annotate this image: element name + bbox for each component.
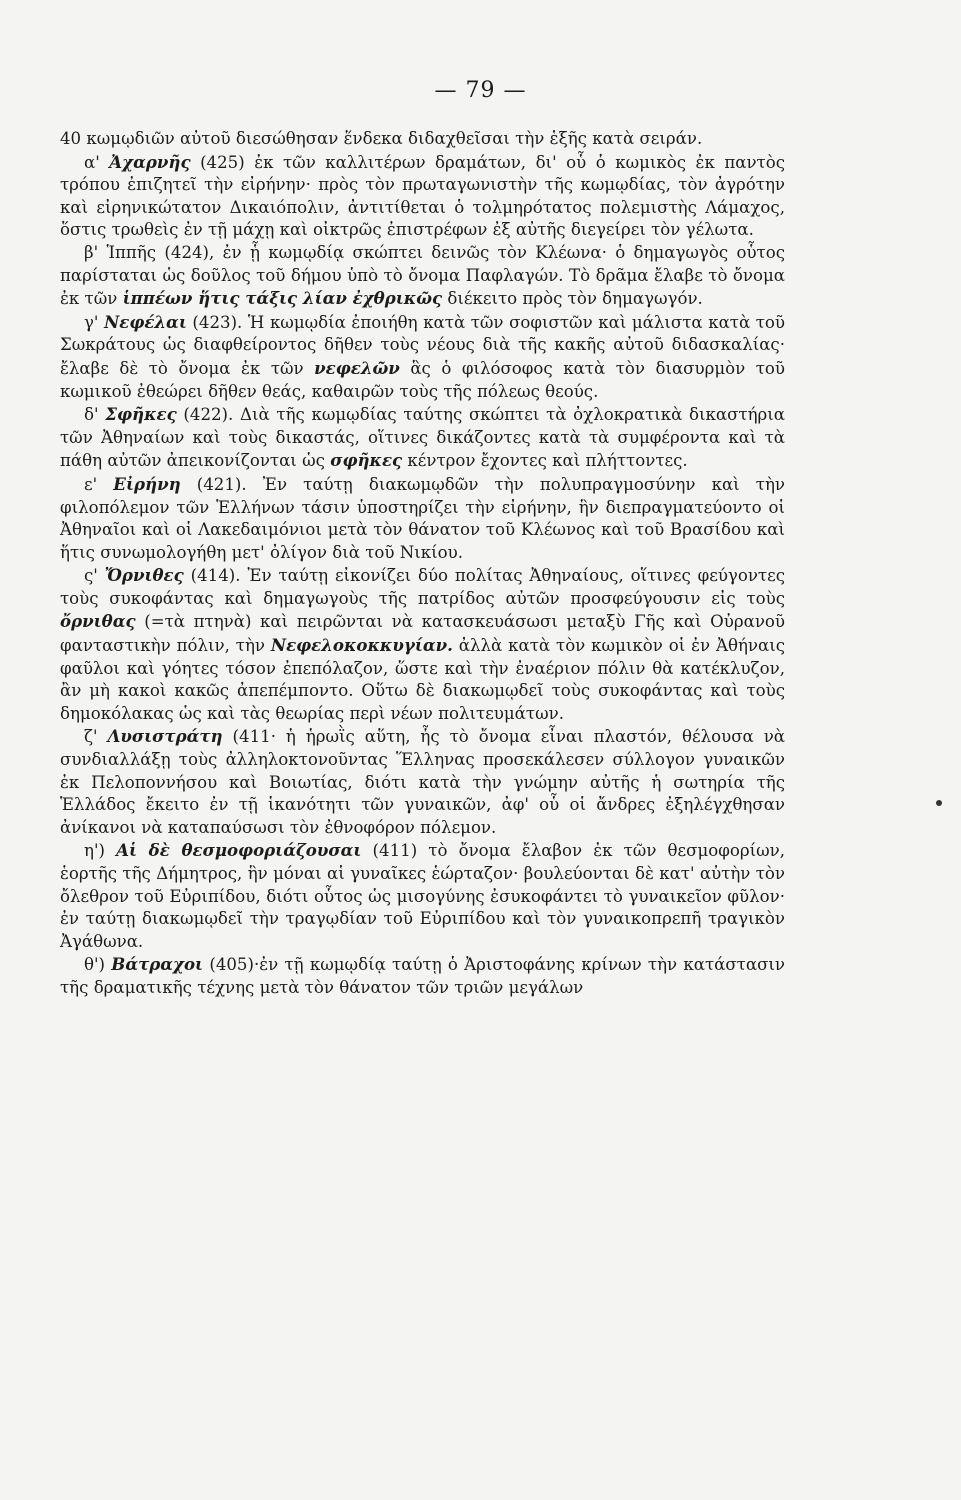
entry-text: (425) ἐκ τῶν καλλιτέρων δραμάτων, δι' οὗ ὁ κωμικὸς ἐκ παντὸς τρόπου ἐπιζητεῖ τὴν εἰρήνην· πρὸς τὸν πρωταγωνιστὴν τῆς κωμῳδίας, τὸν ἀγρότην καὶ εἰρηνικώτατον Δικαιόπολιν, ἀντιτίθεται ὁ τολμηρότατος πολεμιστὴς Λάμαχος, ὅστις τρωθεὶς ἐν τῇ μάχῃ καὶ οἰκτρῶς ἐπιστρέφων ἐξ αὐτῆς διεγείρει τὸν γέλωτα. (60, 152, 785, 240)
play-title: Λυσιστράτη (107, 726, 223, 747)
emphasis-text: Νεφελοκοκκυγίαν. (270, 635, 453, 656)
entry-text: κέντρον ἔχοντες καὶ πλήττοντες. (402, 451, 688, 471)
entry-numeral: θ') (84, 955, 106, 975)
entry-numeral: η') (84, 841, 105, 861)
play-title: Ἀχαρνῆς (109, 151, 191, 172)
play-title: Εἰρήνη (113, 473, 181, 494)
entry-numeral: γ' (84, 312, 99, 332)
entry-numeral: ς' (84, 566, 98, 586)
entry-lysistrata (60, 725, 785, 839)
entry-wasps (60, 403, 785, 473)
page-number: — 79 — (434, 78, 527, 103)
entry-acharnians (60, 151, 785, 242)
entry-text: (405)·ἐν τῇ κωμῳδίᾳ ταύτῃ ὁ Ἀριστοφάνης κρίνων τὴν κατάστασιν τῆς δραματικῆς τέχνης μετὰ τὸν θάνατον τῶν τριῶν μεγάλων (60, 955, 785, 997)
play-title: Ἱππῆς (106, 242, 157, 262)
emphasis-text: ὄρνιθας (60, 611, 136, 632)
entry-text: (414). Ἐν ταύτῃ εἰκονίζει δύο πολίτας Ἀθηναίους, οἵτινες φεύγοντες τοὺς συκοφάντας καὶ δημαγωγοὺς τῆς πατρίδος αὐτῶν προσφεύγουσιν εἰς τοὺς (60, 566, 785, 608)
entry-text: ἀλλὰ κατὰ τὸν κωμικὸν οἱ ἐν Ἀθήναις φαῦλοι καὶ γόητες τόσον ἐπεπόλαζον, ὥστε καὶ τὴν ἐναέριον πόλιν θὰ κατέκλυζον, ἂν μὴ κακοὶ κακῶς ἀπεπέμποντο. Οὕτω δὲ διακωμῳδεῖ τοὺς συκοφάντας καὶ τοὺς δημοκόλακας ὡς καὶ τὰς θεωρίας περὶ νέων πολιτευμάτων. (60, 636, 785, 723)
entry-text: (422). Διὰ τῆς κωμῳδίας ταύτης σκώπτει τὰ ὀχλοκρατικὰ δικαστήρια τῶν Ἀθηναίων καὶ τοὺς δικαστάς, οἵτινες δικάζοντες κατὰ τὰ συμφέροντα καὶ τὰ πάθη αὐτῶν ἀπεικονίζονται ὡς (60, 405, 785, 471)
entry-numeral: β' (84, 242, 99, 262)
emphasis-text: νεφελῶν (314, 357, 400, 378)
entry-numeral: ε' (84, 474, 98, 494)
entry-frogs (60, 953, 785, 999)
play-title: Αἱ δὲ θεσμοφοριάζουσαι (116, 840, 362, 861)
entry-text: ἃς ὁ φιλόσοφος κατὰ τὸν διασυρμὸν τοῦ κωμικοῦ ἐθεώρει δῆθεν θεάς, καθαιρῶν τοὺς τῆς πόλεως θεούς. (60, 358, 785, 401)
entry-text: διέκειτο πρὸς τὸν δημαγωγόν. (442, 289, 703, 309)
entry-text: (423). Ἡ κωμῳδία ἐποιήθη κατὰ τῶν σοφιστῶν καὶ μάλιστα κατὰ τοῦ Σωκράτους ὡς διαφθείροντος δῆθεν τοὺς νέους διὰ τῆς κακῆς αὐτοῦ διδασκαλίας· ἔλαβε δὲ τὸ ὄνομα ἐκ τῶν (60, 312, 785, 378)
play-title: Νεφέλαι (104, 311, 187, 332)
body-text (60, 128, 785, 1000)
play-title: Ὄρνιθες (104, 565, 184, 586)
intro-paragraph: 40 κωμῳδιῶν αὐτοῦ διεσώθησαν ἕνδεκα διδαχθεῖσαι τὴν ἑξῆς κατὰ σειράν. (60, 129, 703, 148)
entry-knights (60, 242, 785, 311)
entry-peace (60, 473, 785, 564)
entry-numeral: α' (84, 152, 100, 172)
scan-dot-mark (936, 800, 942, 806)
entry-thesmophoriazusae (60, 839, 785, 953)
entry-text: (411· ἡ ἡρωῒς αὕτη, ἧς τὸ ὄνομα εἶναι πλαστόν, θέλουσα νὰ συνδιαλλάξῃ τοὺς ἀλληλοκτονοῦντας Ἕλληνας προσεκάλεσεν σύλλογον γυναικῶν ἐκ Πελοποννήσου καὶ Βοιωτίας, διότι κατὰ τὴν γνώμην αὐτῆς ἡ σωτηρία τῆς Ἑλλάδος ἔκειτο ἐν τῇ ἱκανότητι τῶν γυναικῶν, ἀφ' οὗ οἱ ἄνδρες ἐξηλέγχθησαν ἀνίκανοι νὰ καταπαύσωσι τὸν ἐθνοφόρον πόλεμον. (60, 727, 785, 837)
entry-numeral: ζ' (84, 727, 98, 747)
play-title: Βάτραχοι (111, 954, 204, 975)
entry-text: (411) τὸ ὄνομα ἔλαβον ἐκ τῶν θεσμοφορίων, ἑορτῆς τῆς Δήμητρος, ἣν μόναι αἱ γυναῖκες ἑώρταζον· βουλεύονται δὲ κατ' αὐτὴν τὸν ὄλεθρον τοῦ Εὐριπίδου, διότι οὗτος ὡς μισογύνης ἐσυκοφάντει τὸ γυναικεῖον φῦλον· ἐν ταύτῃ διακωμῳδεῖ τὴν τραγῳδίαν τοῦ Εὐριπίδου καὶ τὸν γυναικοπρεπῆ τραγικὸν Ἀγάθωνα. (60, 841, 786, 951)
entry-text: (424), ἐν ᾗ κωμῳδίᾳ σκώπτει δεινῶς τὸν Κλέωνα· ὁ δημαγωγὸς οὗτος παρίσταται ὡς δοῦλος τοῦ δήμου ὑπὸ τὸ ὄνομα Παφλαγών. Τὸ δρᾶμα ἔλαβε τὸ ὄνομα ἐκ τῶν (60, 242, 785, 309)
entry-clouds (60, 311, 785, 403)
entry-text: (=τὰ πτηνὰ) καὶ πειρῶνται νὰ κατασκευάσωσι μεταξὺ Γῆς καὶ Οὐρανοῦ φανταστικὴν πόλιν, τὴν (60, 612, 785, 656)
entry-birds (60, 564, 785, 725)
entry-text: (421). Ἐν ταύτῃ διακωμῳδῶν τὴν πολυπραγμοσύνην καὶ τὴν φιλοπόλεμον τῶν Ἑλλήνων τάσιν ὑποστηρίζει τὴν εἰρήνην, ἣν διεπραγματεύοντο οἱ Ἀθηναῖοι καὶ οἱ Λακεδαιμόνιοι μετὰ τὸν θάνατον τοῦ Κλέωνος καὶ τοῦ Βρασίδου καὶ ἥτις συνωμολογήθη μετ' ὀλίγον διὰ τοῦ Νικίου. (60, 474, 785, 562)
entry-numeral: δ' (84, 405, 99, 425)
emphasis-text: σφῆκες (330, 450, 403, 471)
play-title: Σφῆκες (105, 404, 177, 425)
emphasis-text: ἱππέων ἥτις τάξις λίαν ἐχθρικῶς (122, 288, 443, 309)
